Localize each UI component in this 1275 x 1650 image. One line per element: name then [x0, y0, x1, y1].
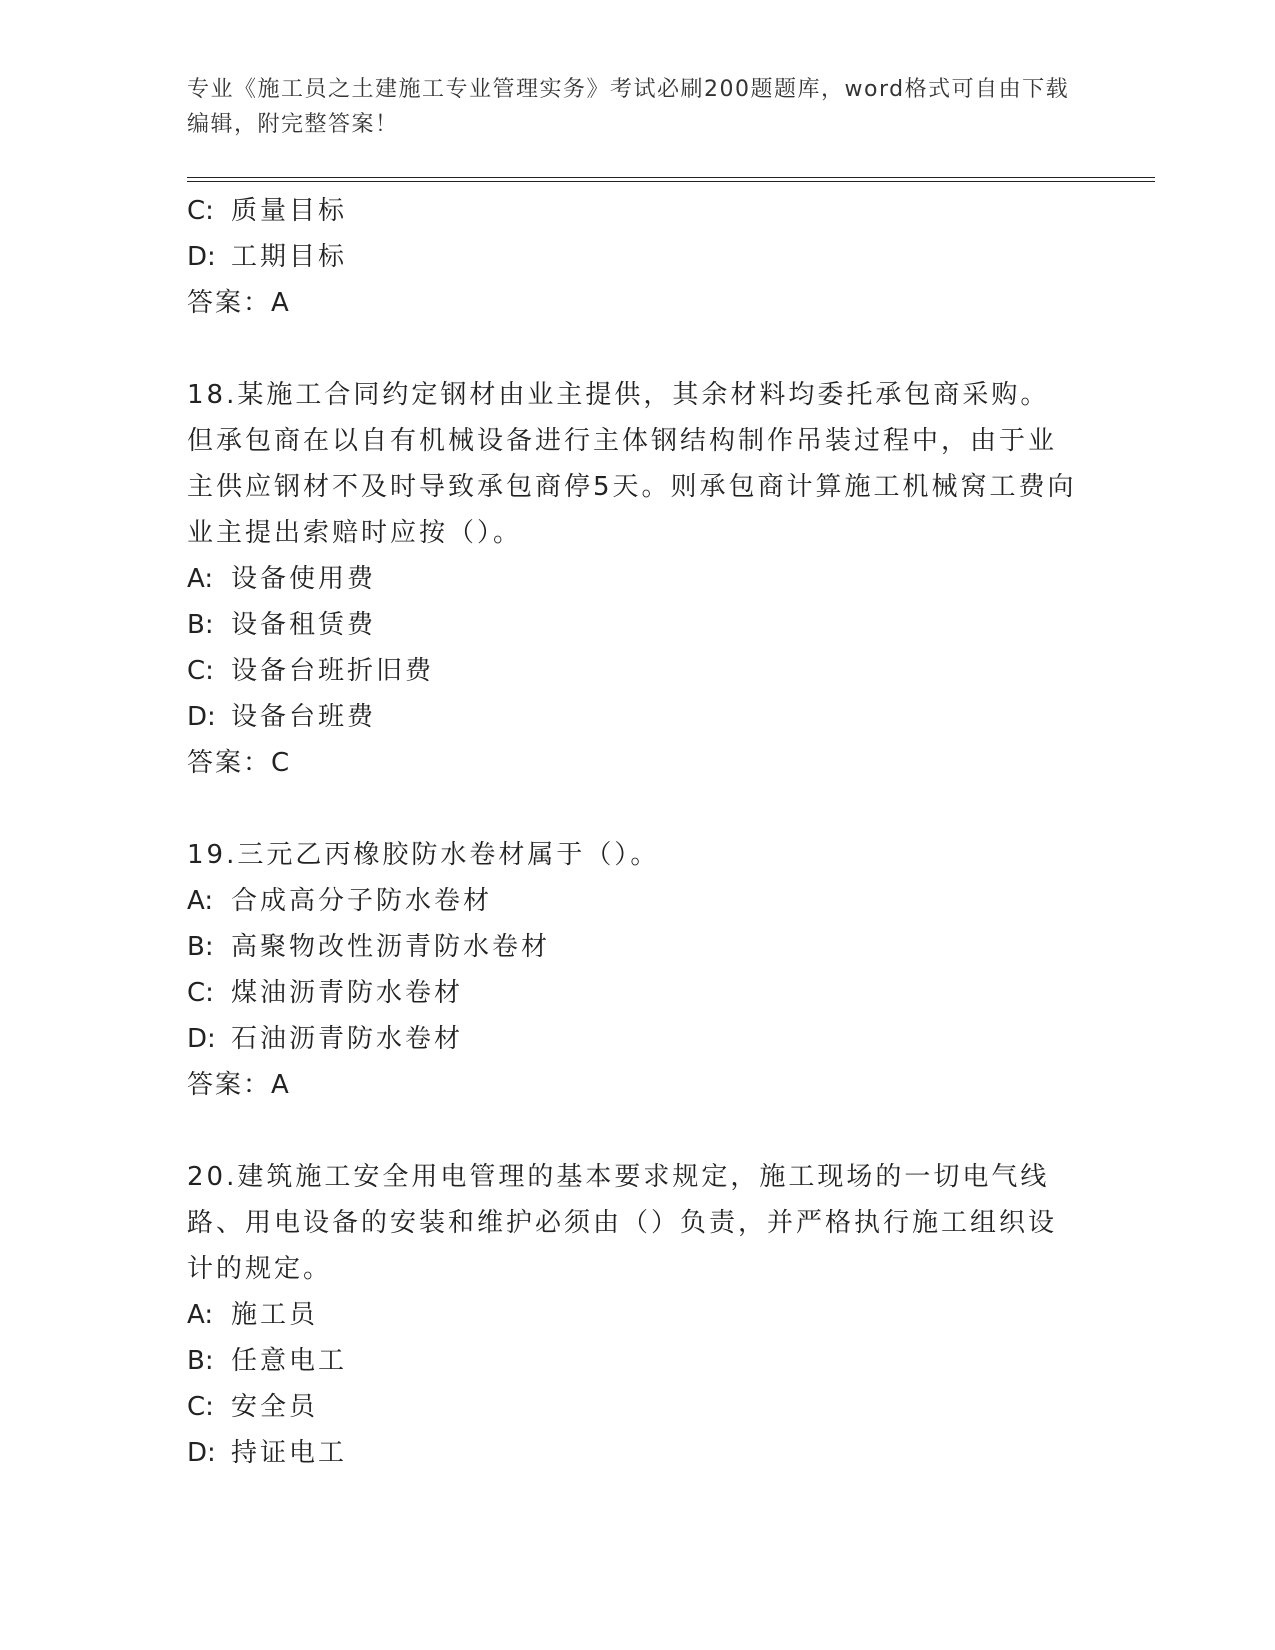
- question-17-tail: [187, 188, 1077, 326]
- option-d: D: 石油沥青防水卷材: [187, 1024, 464, 1054]
- spacer: [187, 1108, 1077, 1154]
- option-a: A: 设备使用费: [187, 564, 377, 594]
- option-c: C: 质量目标: [187, 196, 348, 226]
- option-b: B: 高聚物改性沥青防水卷材: [187, 932, 551, 962]
- question-19: [187, 832, 1077, 1108]
- spacer: [187, 326, 1077, 372]
- question-text: 19.三元乙丙橡胶防水卷材属于（）。: [187, 840, 660, 870]
- question-text: 20.建筑施工安全用电管理的基本要求规定，施工现场的一切电气线路、用电设备的安装和维护必须由（）负责，并严格执行施工组织设计的规定。: [187, 1162, 1058, 1284]
- answer-line: 答案：C: [187, 748, 292, 778]
- option-d: D: 工期目标: [187, 242, 348, 272]
- header-title: 专业《施工员之土建施工专业管理实务》考试必刷200题题库，word格式可自由下载编辑，附完整答案！: [187, 77, 1070, 137]
- option-d: D: 持证电工: [187, 1438, 348, 1468]
- answer-line: 答案：A: [187, 288, 291, 318]
- option-a: A: 合成高分子防水卷材: [187, 886, 493, 916]
- option-b: B: 设备租赁费: [187, 610, 377, 640]
- document-header: [187, 72, 1077, 142]
- option-d: D: 设备台班费: [187, 702, 377, 732]
- option-b: B: 任意电工: [187, 1346, 348, 1376]
- question-text: 18.某施工合同约定钢材由业主提供，其余材料均委托承包商采购。但承包商在以自有机械设备进行主体钢结构制作吊装过程中，由于业主供应钢材不及时导致承包商停5天。则承包商计算施工机械窝工费向业主提出索赔时应按（）。: [187, 380, 1077, 548]
- question-18: [187, 372, 1077, 786]
- question-list: [187, 188, 1077, 1476]
- answer-line: 答案：A: [187, 1070, 291, 1100]
- option-c: C: 煤油沥青防水卷材: [187, 978, 464, 1008]
- spacer: [187, 786, 1077, 832]
- question-20: [187, 1154, 1077, 1476]
- option-a: A: 施工员: [187, 1300, 319, 1330]
- option-c: C: 设备台班折旧费: [187, 656, 435, 686]
- option-c: C: 安全员: [187, 1392, 319, 1422]
- header-divider: [187, 177, 1155, 182]
